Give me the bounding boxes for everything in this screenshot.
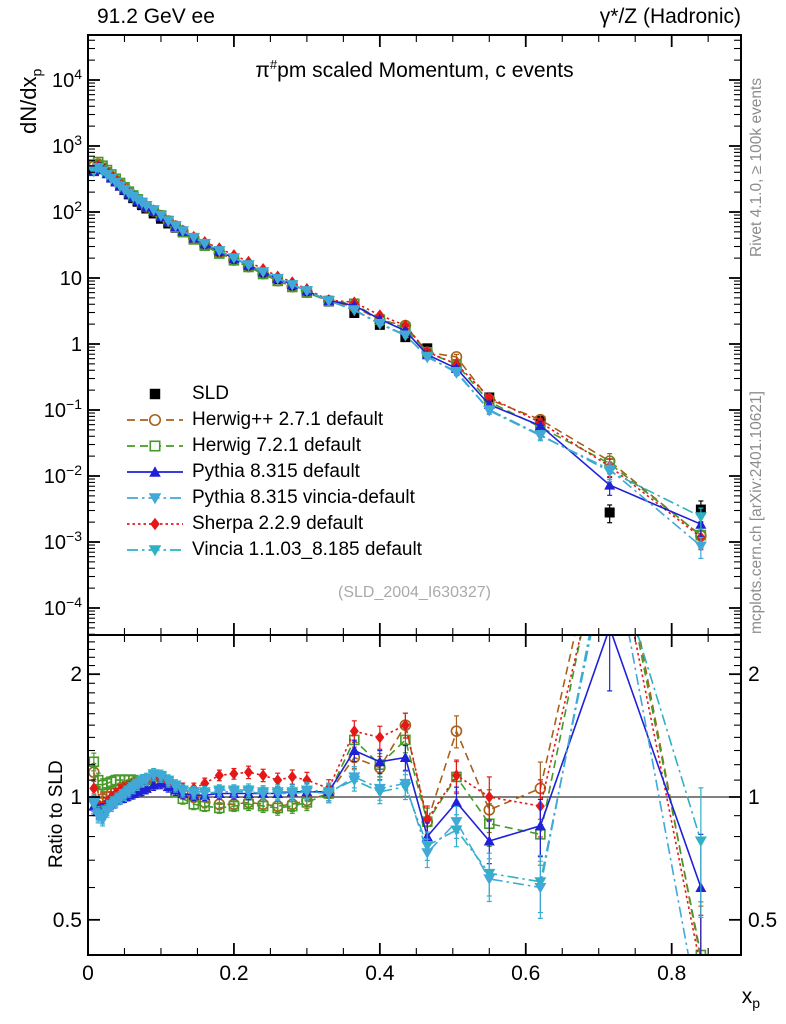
title-rest: pm scaled Momentum, c events (277, 59, 574, 82)
legend-sample-pythia-8-315-default (126, 464, 184, 480)
legend-item-pythia-8-315-vincia-default (126, 485, 422, 511)
svg-text:0: 0 (82, 962, 94, 985)
legend-item-vincia-1-1-03-8-185-default (126, 537, 422, 563)
svg-text:1: 1 (70, 334, 82, 356)
y-axis-label-main (16, 69, 44, 134)
svg-text:104: $10^4$ (51, 66, 82, 92)
svg-text:103: $10^3$ (51, 132, 82, 158)
xlabel-sub: p (752, 995, 760, 1012)
legend-item-pythia-8-315-default (126, 459, 422, 485)
svg-text:1: 1 (70, 786, 82, 809)
rivet-version-note: Rivet 4.1.0, ≥ 100k events (748, 77, 765, 257)
svg-text:10−4: $10^{-4}$ (43, 594, 82, 620)
legend-sample-sherpa-2-2-9-default (126, 516, 184, 532)
legend (126, 381, 422, 563)
svg-text:10−1: $10^{-1}$ (43, 396, 82, 422)
legend-label-pythia-8-315-vincia-default: Pythia 8.315 vincia-default (192, 487, 415, 508)
svg-text:0.5: 0.5 (748, 908, 778, 932)
series-ratio-pythia-8-315-default (88, 581, 706, 964)
svg-text:2: 2 (748, 663, 760, 687)
svg-text:0.2: 0.2 (219, 962, 249, 985)
legend-label-sherpa-2-2-9-default: Sherpa 2.2.9 default (192, 513, 364, 534)
legend-item-herwig-7-2-1-default (126, 433, 422, 459)
svg-text:1: 1 (748, 786, 760, 809)
legend-item-sherpa-2-2-9-default (126, 511, 422, 537)
xlabel-text: x (741, 985, 753, 1008)
header-process: γ*/Z (Hadronic) (599, 5, 741, 28)
ylabel-main-text: dN/dx (16, 76, 41, 134)
header-beam-energy: 91.2 GeV ee (97, 5, 215, 28)
ylabel-main-sub: p (28, 68, 45, 77)
legend-label-vincia-1-1-03-8-185-default: Vincia 1.1.03_8.185 default (192, 539, 422, 560)
analysis-id-watermark: (SLD_2004_I630327) (337, 584, 491, 601)
svg-text:10: 10 (59, 268, 82, 290)
svg-text:0.6: 0.6 (511, 962, 541, 985)
title-superscript: # (269, 57, 278, 72)
legend-sample-herwig-2-7-1-default (126, 412, 184, 428)
plot-title (88, 57, 741, 83)
legend-sample-pythia-8-315-vincia-default (126, 490, 184, 506)
svg-text:0.8: 0.8 (657, 962, 687, 985)
legend-label-herwig-2-7-1-default: Herwig++ 2.7.1 default (192, 409, 384, 430)
legend-sample-herwig-7-2-1-default (126, 438, 184, 454)
svg-text:10−2: $10^{-2}$ (43, 462, 82, 488)
svg-text:0.5: 0.5 (52, 908, 82, 932)
title-pi: π (255, 59, 270, 82)
legend-sample-vincia-1-1-03-8-185-default (126, 542, 184, 558)
mcplots-credit-note: mcplots.cern.ch [arXiv:2401.10621] (748, 391, 765, 634)
y-axis-label-ratio: Ratio to SLD (46, 760, 67, 868)
svg-text:102: $10^2$ (51, 198, 82, 224)
legend-item-sld (126, 381, 422, 407)
svg-text:2: 2 (70, 663, 82, 687)
legend-sample-sld (126, 386, 184, 402)
svg-text:0.4: 0.4 (365, 962, 395, 985)
legend-label-sld: SLD (192, 383, 229, 404)
svg-text:10−3: $10^{-3}$ (43, 528, 82, 554)
series-ratio-pythia-8-315-vincia-default (88, 484, 707, 1024)
legend-item-herwig-2-7-1-default (126, 407, 422, 433)
x-axis-label (742, 985, 760, 1011)
legend-label-pythia-8-315-default: Pythia 8.315 default (192, 461, 360, 482)
legend-label-herwig-7-2-1-default: Herwig 7.2.1 default (192, 435, 361, 456)
